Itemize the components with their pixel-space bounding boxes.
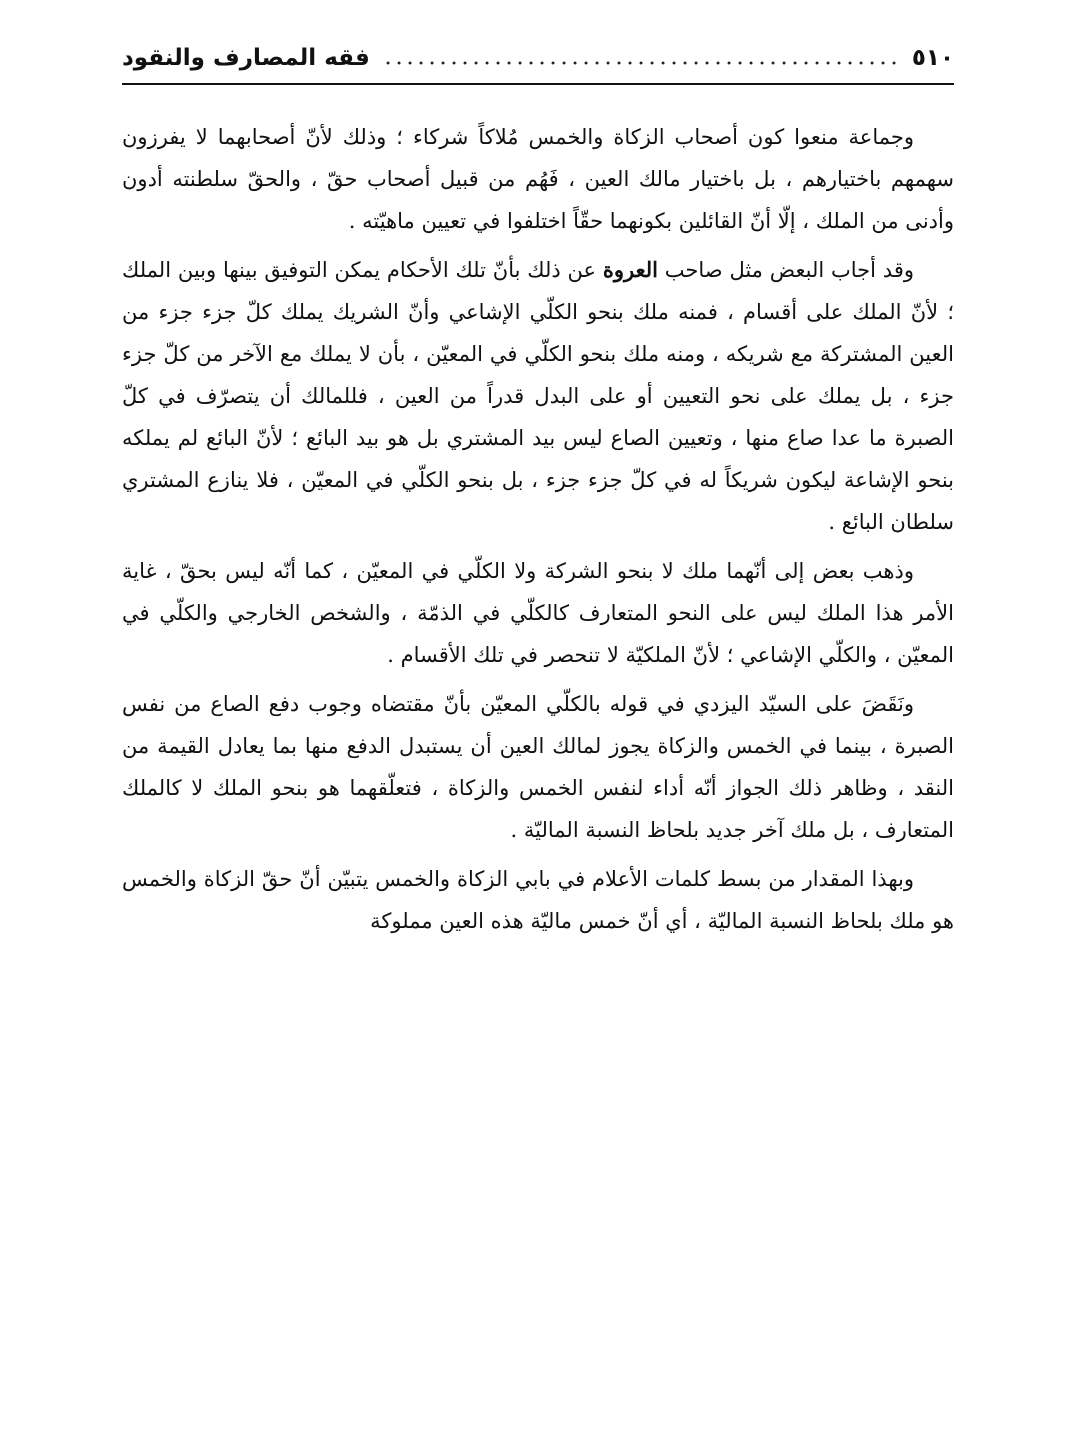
running-title: فقه المصارف والنقود [122,45,370,71]
running-header [122,36,954,80]
paragraph-2-text-after: عن ذلك بأنّ تلك الأحكام يمكن التوفيق بينها وبين الملك ؛ لأنّ الملك على أقسام ، فمنه ملك بنحو الكلّي الإشاعي وأنّ الشريك يملك كلّ جزء جزء من العين المشتركة مع شريكه ، ومنه ملك بنحو الكلّي في المعيّن ، بأن لا يملك مع الآخر من كلّ جزء جزء ، بل يملك على نحو التعيين أو على البدل قدراً من العين ، فللمالك أن يتصرّف في كلّ الصبرة ما عدا صاع منها ، وتعيين الصاع ليس بيد المشتري بل هو بيد البائع ؛ لأنّ البائع لم يملكه بنحو الإشاعة ليكون شريكاً له في كلّ جزء جزء ، بل بنحو الكلّي في المعيّن ، فلا ينازع المشتري سلطان البائع . [122,258,955,534]
page-number: ٥١٠ [911,45,954,71]
paragraph-4: ونَقَضَ على السيّد اليزدي في قوله بالكلّي المعيّن بأنّ مقتضاه وجوب دفع الصاع من نفس الصبرة ، بينما في الخمس والزكاة يجوز لمالك العين أن يستبدل الدفع منها بما يعادل القيمة من النقد ، وظاهر ذلك الجواز أنّه أداء لنفس الخمس والزكاة ، فتعلّقهما هو بنحو الملك لا كالملك المتعارف ، بل ملك آخر جديد بلحاظ النسبة الماليّة . [122,692,954,842]
header-leader-dots [384,60,898,66]
paragraph-1: وجماعة منعوا كون أصحاب الزكاة والخمس مُلاكاً شركاء ؛ وذلك لأنّ أصحابهما لا يفرزون سهمهم باختيارهم ، بل باختيار مالك العين ، فَهُم من قبيل أصحاب حقّ ، والحقّ سلطنته أدون وأدنى من الملك ، إلّا أنّ القائلين بكونهما حقّاً اختلفوا في تعيين ماهيّته . [122,125,954,233]
paragraph-5: وبهذا المقدار من بسط كلمات الأعلام في بابي الزكاة والخمس يتبيّن أنّ حقّ الزكاة والخمس هو ملك بلحاظ النسبة الماليّة ، أي أنّ خمس ماليّة هذه العين مملوكة [122,867,954,933]
paragraph-3: وذهب بعض إلى أنّهما ملك لا بنحو الشركة ولا الكلّي في المعيّن ، كما أنّه ليس بحقّ ، غاية الأمر هذا الملك ليس على النحو المتعارف كالكلّي في الذمّة ، والشخص الخارجي والكلّي في المعيّن ، والكلّي الإشاعي ؛ لأنّ الملكيّة لا تنحصر في تلك الأقسام . [122,559,954,667]
bold-term-al-urwa: العروة [602,257,658,282]
header-rule [122,83,954,85]
paragraph-2 [122,249,954,543]
body-text [122,116,954,949]
paragraph-2-text-before: وقد أجاب البعض مثل صاحب [657,258,914,282]
